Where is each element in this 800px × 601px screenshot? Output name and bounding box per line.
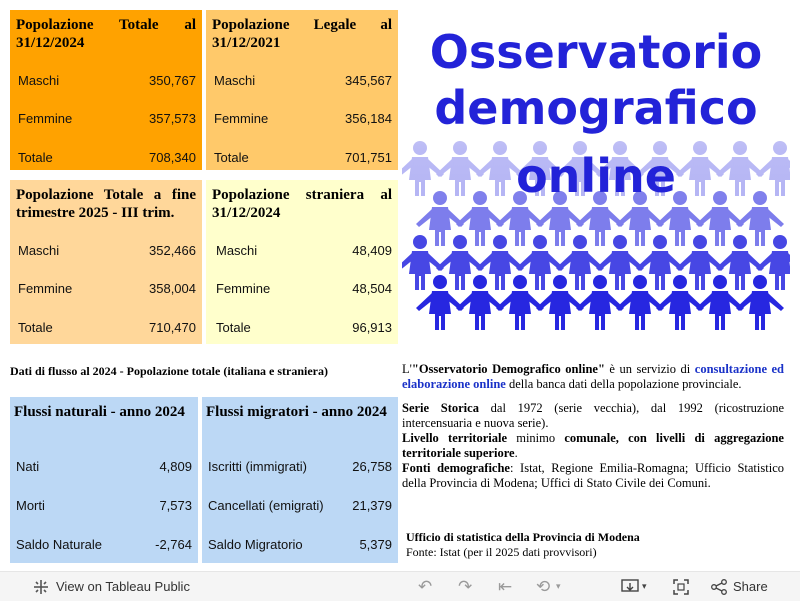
row-totale	[206, 320, 398, 340]
description-serie	[402, 401, 784, 431]
share-label: Share	[733, 579, 768, 594]
row-maschi	[206, 73, 398, 93]
box-popolazione-straniera-2024	[206, 180, 398, 344]
row-value: 7,573	[159, 498, 192, 513]
tableau-toolbar	[0, 571, 800, 601]
row-value: 345,567	[345, 73, 392, 88]
box-title: Flussi migratori - anno 2024	[206, 404, 387, 420]
row-label: Totale	[214, 150, 249, 165]
row-label: Saldo Migratorio	[208, 537, 303, 552]
share-button[interactable]	[711, 572, 768, 601]
row-value: 356,184	[345, 111, 392, 126]
redo-icon[interactable]: ↷	[458, 576, 473, 596]
intro-mid: è un servizio di	[604, 362, 695, 376]
intro-post: della banca dati della popolazione provinciale.	[505, 377, 742, 391]
box-popolazione-legale-2021	[206, 10, 398, 170]
livello-mid: minimo	[507, 431, 565, 445]
row-label: Morti	[16, 498, 45, 513]
livello-label: Livello territoriale	[402, 431, 508, 445]
box-title: Flussi naturali - anno 2024	[14, 404, 185, 420]
row-totale	[10, 320, 202, 340]
livello-post: .	[514, 446, 518, 460]
view-on-tableau-label: View on Tableau Public	[56, 579, 190, 594]
box-flussi-migratori	[202, 397, 398, 563]
row-totale	[10, 150, 202, 170]
row-value: 352,466	[149, 243, 196, 258]
row-nati	[10, 459, 198, 479]
row-label: Femmine	[214, 111, 269, 126]
osservatorio-logo	[402, 10, 790, 332]
row-morti	[10, 498, 198, 518]
refresh-dropdown-icon[interactable]: ▾	[556, 581, 561, 591]
undo-icon[interactable]: ↶	[418, 576, 433, 596]
consultazione-link[interactable]: consultazione ed elaborazione online	[402, 362, 784, 391]
box-title: Popolazione Totale a fine trimestre 2025 - III trim.	[16, 187, 196, 221]
tableau-logo-icon	[33, 579, 49, 595]
row-value: 4,809	[159, 459, 192, 474]
box-title: Popolazione Legale al 31/12/2021	[212, 17, 392, 51]
row-label: Maschi	[216, 243, 258, 258]
fullscreen-button[interactable]	[673, 572, 689, 601]
row-value: 21,379	[352, 498, 392, 513]
box-popolazione-trimestre-2025	[10, 180, 202, 344]
row-label: Maschi	[214, 73, 256, 88]
intro-name: "Osservatorio Demografico online"	[411, 362, 605, 376]
download-dropdown-icon: ▾	[642, 581, 647, 591]
view-on-tableau-button[interactable]	[33, 572, 190, 601]
row-label: Maschi	[18, 73, 60, 88]
row-label: Femmine	[18, 281, 73, 296]
row-value: 26,758	[352, 459, 392, 474]
row-femmine	[10, 111, 202, 131]
row-label: Femmine	[18, 111, 73, 126]
row-saldo-naturale	[10, 537, 198, 557]
share-icon	[711, 579, 727, 595]
row-maschi	[206, 243, 398, 263]
row-value: 48,504	[352, 281, 392, 296]
row-femmine	[206, 281, 398, 301]
serie-text: dal 1972 (serie vecchia), dal 1992 (ricostruzione intercensuaria e nuova serie).	[402, 401, 784, 430]
row-label: Cancellati (emigrati)	[208, 498, 324, 513]
office-credit	[406, 530, 640, 560]
livello-bold: comunale, con livelli di aggregazione territoriale superiore	[402, 431, 784, 460]
box-popolazione-totale-2024	[10, 10, 202, 170]
row-value: 350,767	[149, 73, 196, 88]
row-value: 357,573	[149, 111, 196, 126]
fullscreen-icon	[673, 579, 689, 595]
description-text	[402, 362, 784, 491]
row-label: Maschi	[18, 243, 60, 258]
row-value: 358,004	[149, 281, 196, 296]
box-title: Popolazione straniera al 31/12/2024	[212, 187, 392, 221]
row-value: 708,340	[149, 150, 196, 165]
row-label: Nati	[16, 459, 40, 474]
revert-icon[interactable]: ⇤	[498, 576, 513, 596]
row-value: 710,470	[149, 320, 196, 335]
serie-label: Serie Storica	[402, 401, 479, 415]
office-source: Fonte: Istat (per il 2025 dati provvisori)	[406, 545, 597, 559]
row-saldo-migratorio	[202, 537, 398, 557]
fonti-label: Fonti demografiche	[402, 461, 510, 475]
logo-line-2: demografico	[434, 81, 758, 135]
row-label: Totale	[18, 150, 53, 165]
row-value: -2,764	[155, 537, 192, 552]
row-label: Femmine	[216, 281, 271, 296]
download-button[interactable]	[621, 572, 647, 601]
row-femmine	[10, 281, 202, 301]
row-label: Saldo Naturale	[16, 537, 102, 552]
row-maschi	[10, 73, 202, 93]
row-femmine	[206, 111, 398, 131]
row-value: 96,913	[352, 320, 392, 335]
office-name: Ufficio di statistica della Provincia di Modena	[406, 530, 640, 544]
description-livello	[402, 431, 784, 461]
download-icon	[621, 579, 639, 595]
fonti-text: : Istat, Regione Emilia-Romagna; Ufficio Statistico della Provincia di Modena; Uffici di Stato Civile dei Comuni.	[402, 461, 784, 490]
row-value: 701,751	[345, 150, 392, 165]
logo-line-1: Osservatorio	[429, 25, 763, 79]
row-iscritti	[202, 459, 398, 479]
row-label: Totale	[18, 320, 53, 335]
row-maschi	[10, 243, 202, 263]
row-value: 5,379	[359, 537, 392, 552]
box-flussi-naturali	[10, 397, 198, 563]
row-value: 48,409	[352, 243, 392, 258]
row-label: Totale	[216, 320, 251, 335]
description-intro	[402, 362, 784, 392]
row-cancellati	[202, 498, 398, 518]
row-totale	[206, 150, 398, 170]
row-label: Iscritti (immigrati)	[208, 459, 307, 474]
description-fonti	[402, 461, 784, 491]
refresh-icon[interactable]: ⟲	[536, 576, 551, 596]
flussi-heading: Dati di flusso al 2024 - Popolazione totale (italiana e straniera)	[10, 364, 328, 378]
box-title: Popolazione Totale al 31/12/2024	[16, 17, 196, 51]
intro-pre: L'	[402, 362, 412, 376]
logo-line-3: online	[516, 149, 676, 203]
